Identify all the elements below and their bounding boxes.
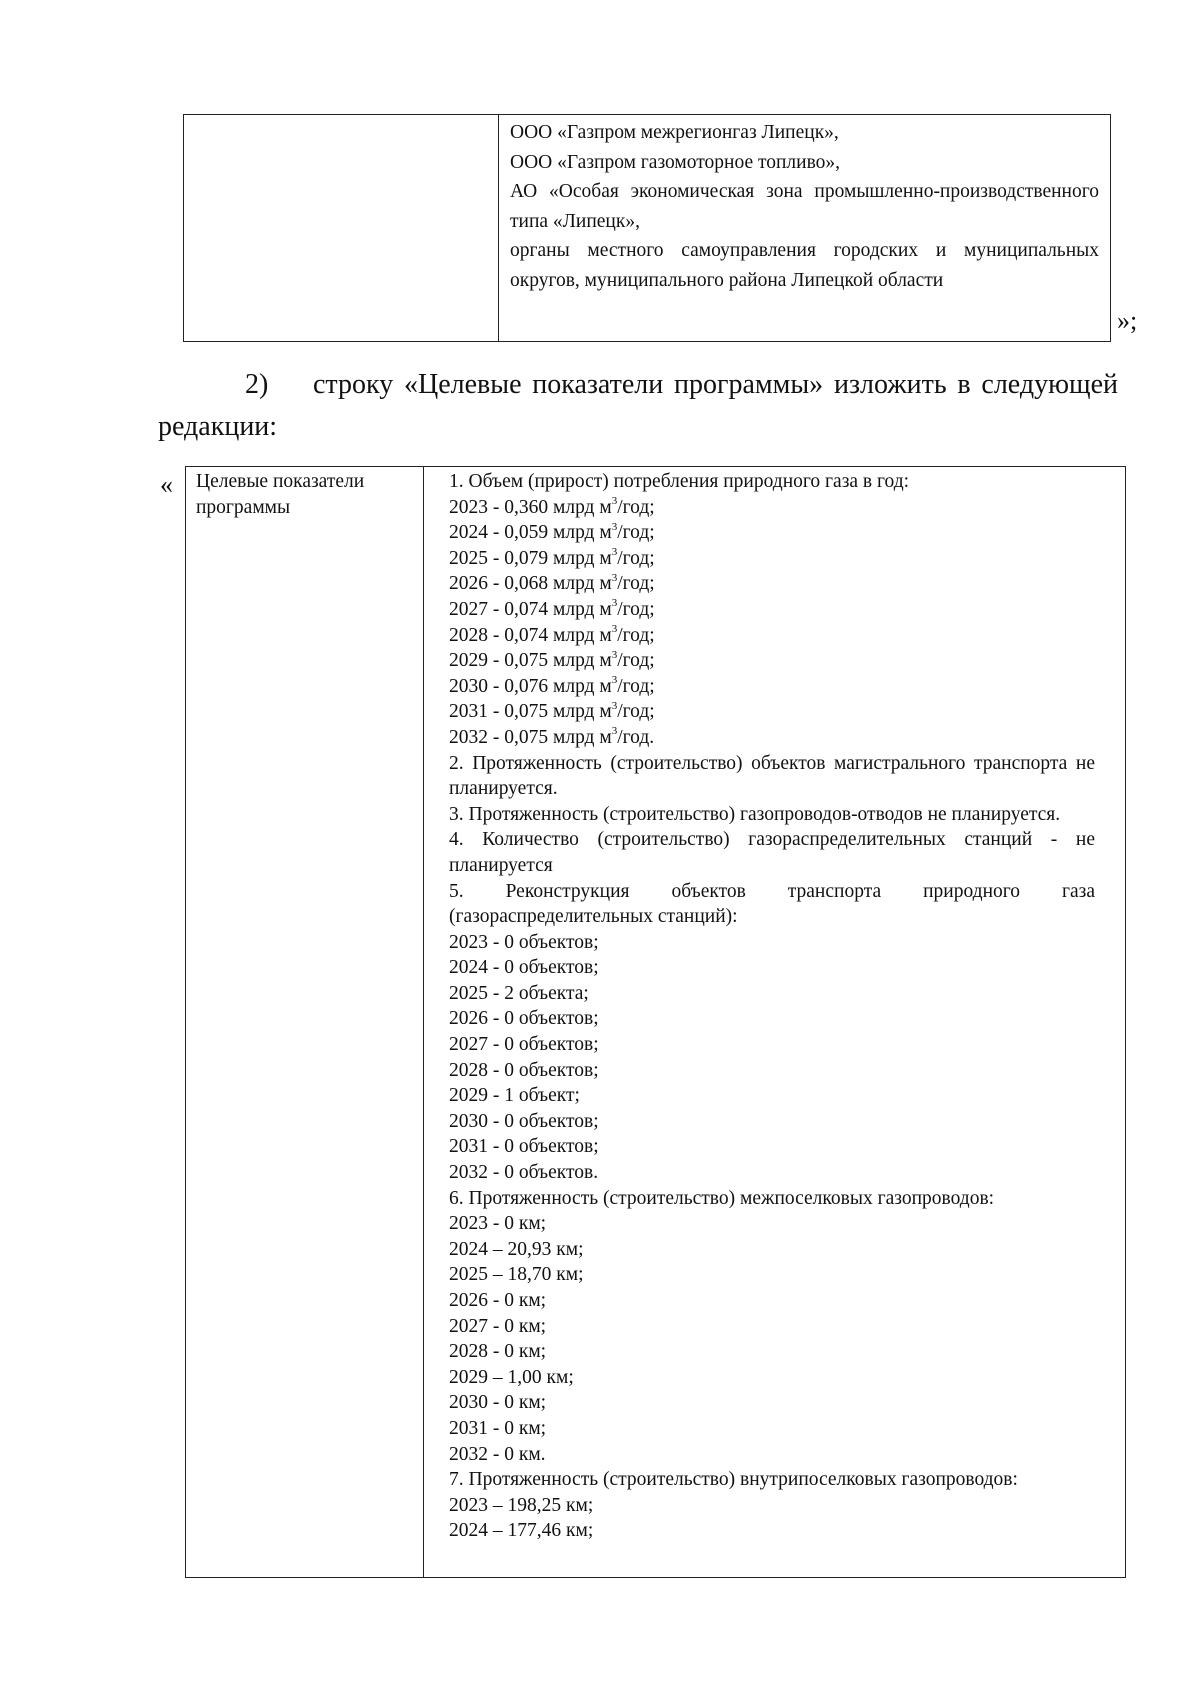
indicator-2: 2. Протяженность (строительство) объектов магистрального транспорта не планируется. [449,752,1095,800]
indicator-5-row: 2023 - 0 объектов; [449,931,599,953]
unit-tail: /год; [617,522,655,544]
indicator-1-row-value: 2031 - 0,075 млрд м [449,701,612,723]
row-label-cell [186,467,424,1578]
unit-exponent: 3 [611,725,618,738]
indicator-1-row [449,571,1095,597]
indicator-1-rows [449,495,1095,751]
participant-line: органы местного самоуправления городских и муниципальных округов, муниципального района Липецкой области [510,240,1099,291]
unit-tail: /год; [617,496,655,518]
participant-line: АО «Особая экономическая зона промышленно-производственного типа «Липецк», [510,181,1099,232]
unit-tail: /год; [617,624,655,646]
unit-exponent: 3 [611,546,618,559]
indicator-1-row-value: 2029 - 0,075 млрд м [449,650,612,672]
indicator-5-row: 2026 - 0 объектов; [449,1008,599,1030]
indicator-7-row: 2023 – 198,25 км; [449,1494,594,1516]
indicator-1-row-value: 2028 - 0,074 млрд м [449,624,612,646]
indicator-5-heading: 5. Реконструкция объектов транспорта природного газа (газораспределительных станций): [449,880,1095,928]
indicators-cell [424,467,1126,1578]
indicator-1-row [449,674,1095,700]
indicator-1-row [449,725,1095,751]
unit-exponent: 3 [611,571,618,584]
unit-exponent: 3 [611,495,618,508]
indicator-1-row-value: 2023 - 0,360 млрд м [449,496,612,518]
indicator-6-row: 2030 - 0 км; [449,1392,547,1414]
unit-tail: /год. [617,726,655,748]
indicator-1-row [449,597,1095,623]
indicator-5-row: 2027 - 0 объектов; [449,1034,599,1056]
indicator-5-row: 2031 - 0 объектов; [449,1136,599,1158]
indicator-1-heading: 1. Объем (прирост) потребления природного газа в год: [449,471,910,492]
indicator-6-row: 2023 - 0 км; [449,1213,547,1235]
indicator-5-row: 2032 - 0 объектов. [449,1162,599,1184]
indicator-6-heading: 6. Протяженность (строительство) межпоселковых газопроводов: [449,1187,995,1209]
unit-tail: /год; [617,675,655,697]
indicator-5-row: 2024 - 0 объектов; [449,957,599,979]
unit-exponent: 3 [611,520,618,533]
indicator-7-heading: 7. Протяженность (строительство) внутрипоселковых газопроводов: [449,1469,1018,1491]
indicator-5-row: 2030 - 0 объектов; [449,1110,599,1132]
unit-exponent: 3 [611,648,618,661]
indicator-1-row-value: 2024 - 0,059 млрд м [449,522,612,544]
unit-tail: /год; [617,650,655,672]
participant-line: ООО «Газпром газомоторное топливо», [510,151,841,173]
indicator-6-row: 2032 - 0 км. [449,1443,546,1465]
item-2-paragraph [158,364,1118,448]
item-number: 2) [245,369,269,400]
closing-quote-mark: »; [1117,306,1138,335]
unit-tail: /год; [617,598,655,620]
indicator-6-row: 2028 - 0 км; [449,1341,547,1363]
participants-list [499,115,1110,296]
unit-tail: /год; [617,701,655,723]
unit-tail: /год; [617,547,655,569]
indicator-1-row [449,546,1095,572]
indicator-6-row: 2029 – 1,00 км; [449,1366,574,1388]
row-label: Целевые показатели программы [196,471,365,518]
indicator-6-row: 2024 – 20,93 км; [449,1238,584,1260]
indicator-1-row-value: 2025 - 0,079 млрд м [449,547,612,569]
indicator-1-row [449,699,1095,725]
unit-exponent: 3 [611,623,618,636]
indicator-7-row: 2024 – 177,46 км; [449,1520,594,1542]
indicator-6-row: 2025 – 18,70 км; [449,1264,584,1286]
top-table-right-cell [499,115,1111,342]
indicator-5-row: 2029 - 1 объект; [449,1085,580,1107]
top-table-left-cell [184,115,499,342]
unit-tail: /год; [617,573,655,595]
indicator-1-row-value: 2026 - 0,068 млрд м [449,573,612,595]
indicator-1-row-value: 2030 - 0,076 млрд м [449,675,612,697]
target-indicators-table [185,466,1126,1578]
opening-quote-mark: « [160,470,173,499]
unit-exponent: 3 [611,699,618,712]
top-continuation-table [183,114,1111,342]
indicator-1-row-value: 2032 - 0,075 млрд м [449,726,612,748]
indicator-6-row: 2031 - 0 км; [449,1417,547,1439]
indicator-3: 3. Протяженность (строительство) газопроводов-отводов не планируется. [449,803,1061,825]
indicator-1-row [449,520,1095,546]
indicator-4: 4. Количество (строительство) газораспределительных станций - не планируется [449,829,1095,876]
indicator-1-row [449,495,1095,521]
item-text: строку «Целевые показатели программы» изложить в следующей редакции: [158,369,1118,442]
indicator-1-row [449,623,1095,649]
indicator-6-row: 2026 - 0 км; [449,1290,547,1311]
unit-exponent: 3 [611,597,618,610]
indicator-1-row-value: 2027 - 0,074 млрд м [449,598,612,620]
unit-exponent: 3 [611,674,618,687]
indicator-5-row: 2025 - 2 объекта; [449,982,589,1004]
indicator-5-row: 2028 - 0 объектов; [449,1059,599,1081]
participant-line: ООО «Газпром межрегионгаз Липецк», [510,122,839,143]
indicator-1-row [449,648,1095,674]
indicator-6-row: 2027 - 0 км; [449,1315,547,1337]
